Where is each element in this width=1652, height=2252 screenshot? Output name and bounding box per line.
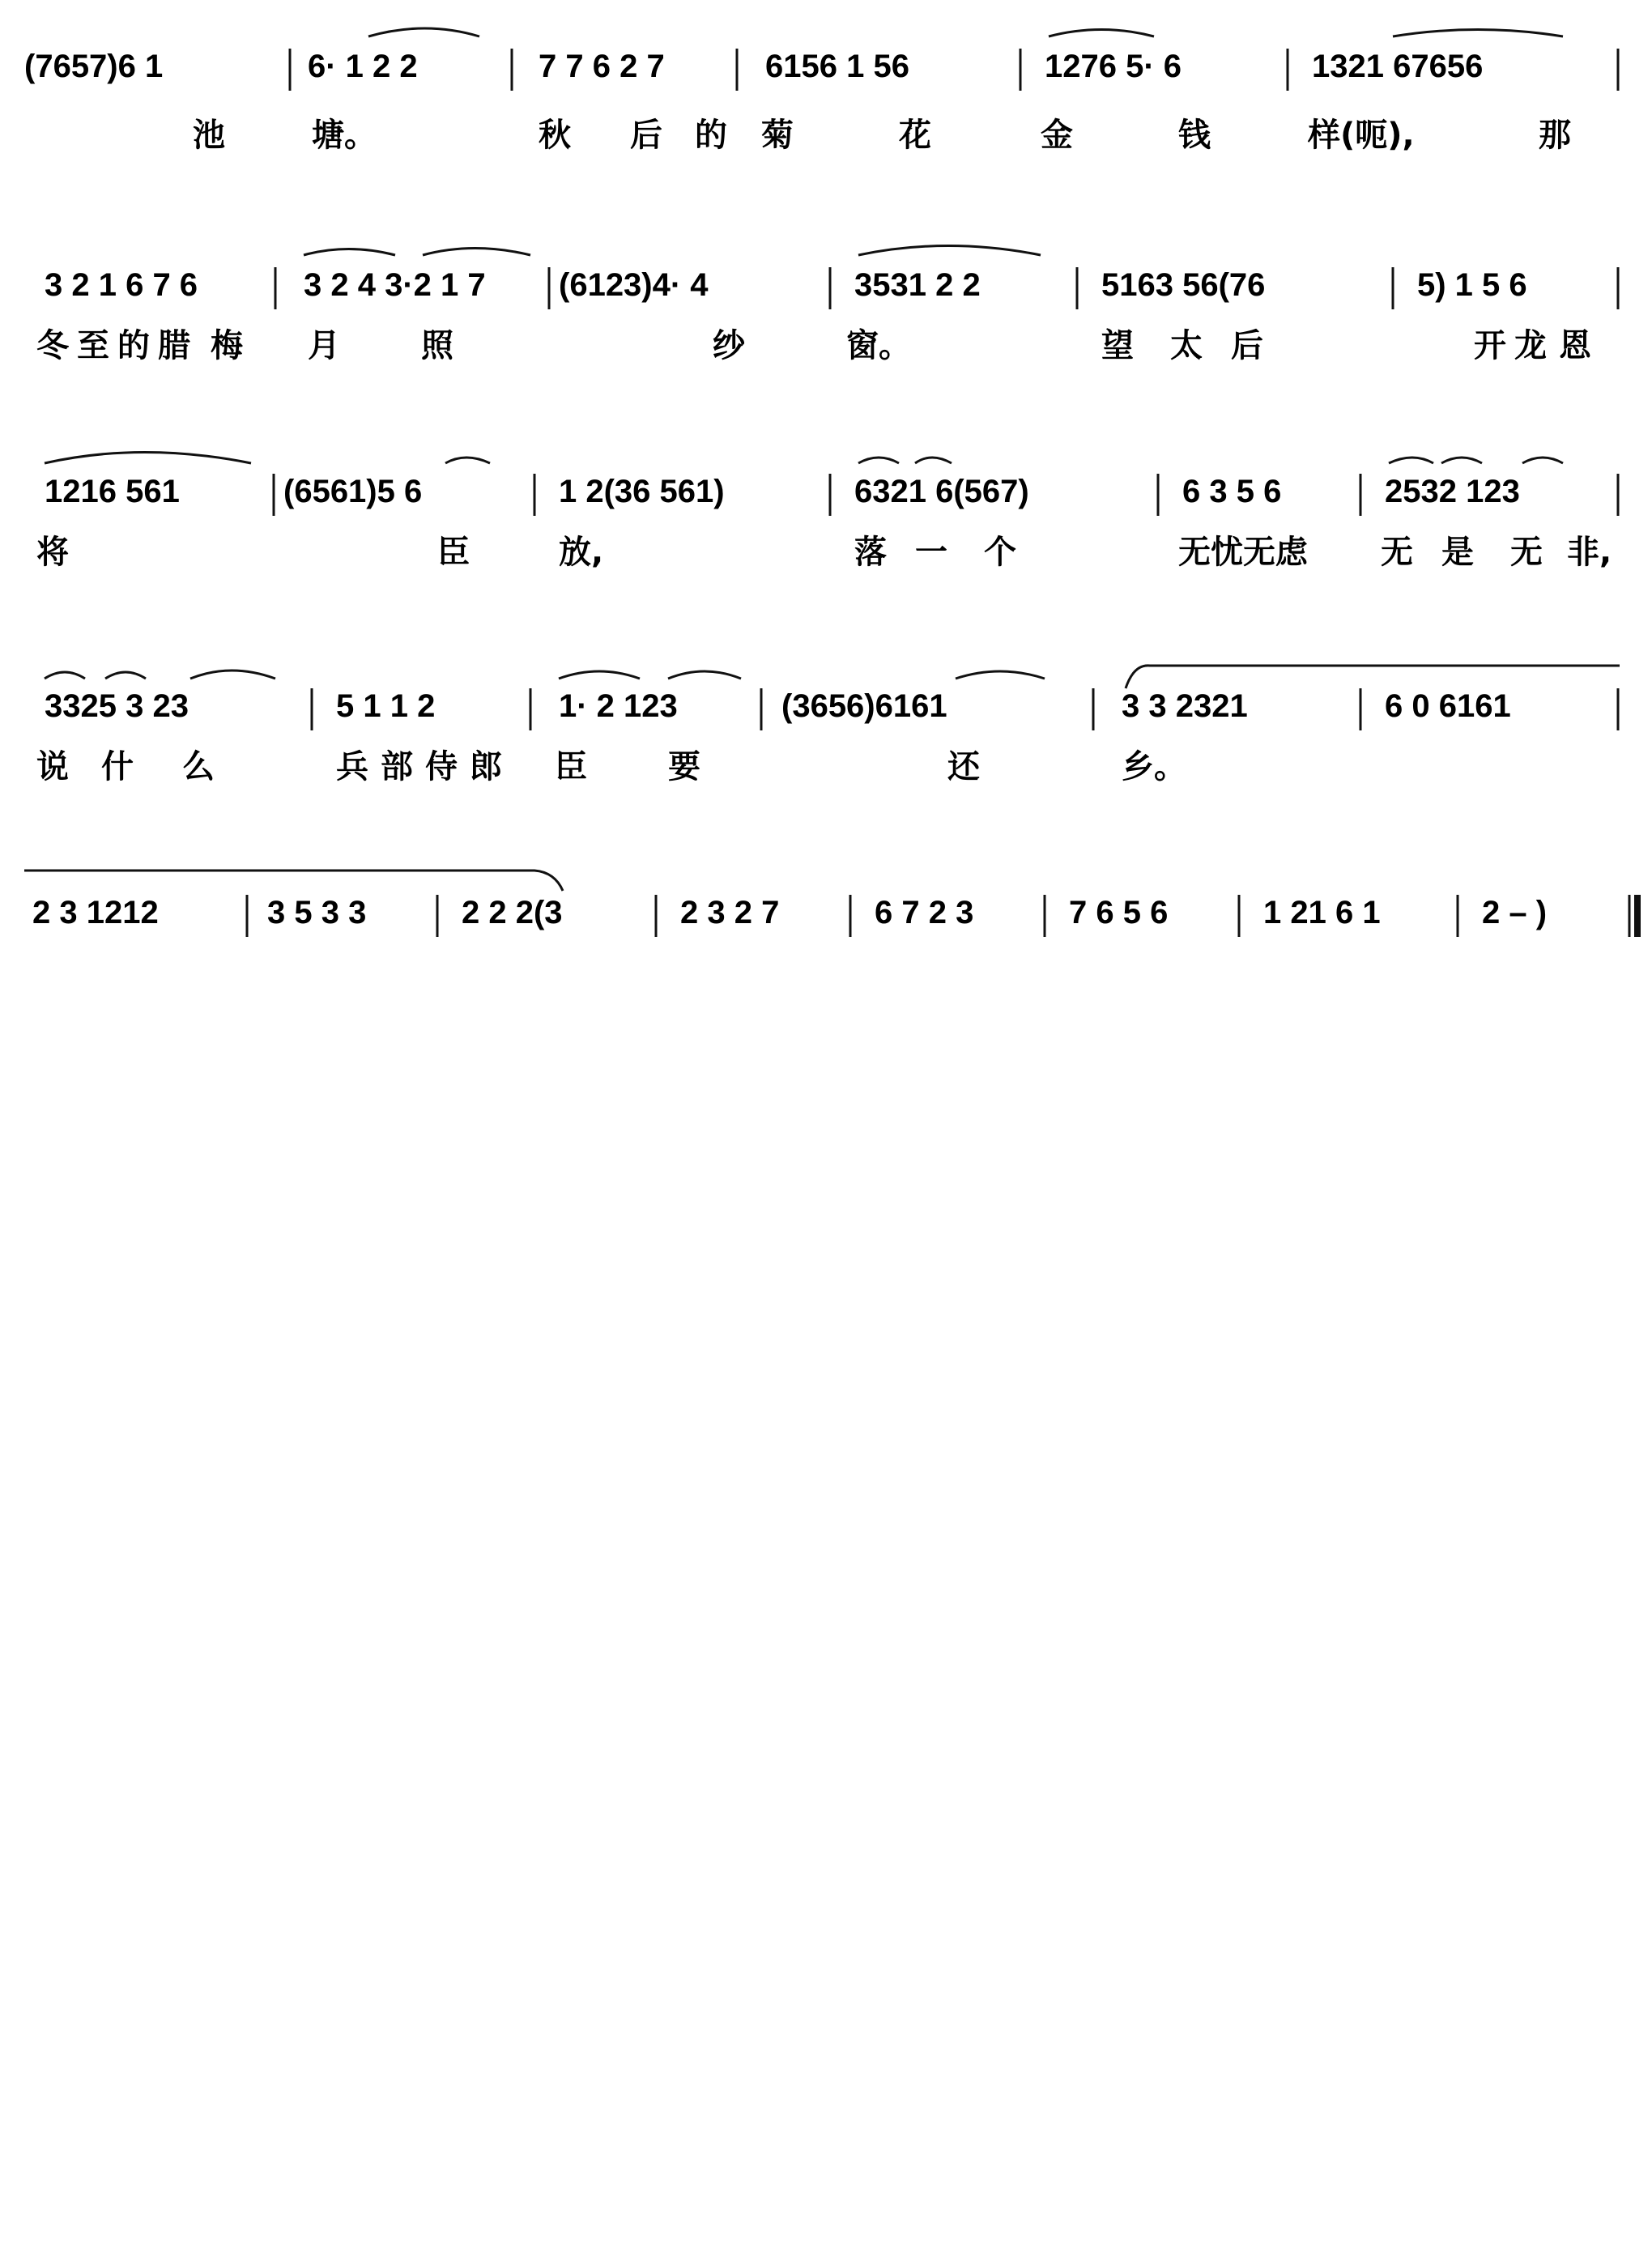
lyric: 部 <box>381 748 413 785</box>
lyric: 塘。 <box>312 117 377 154</box>
lyric: 至 <box>77 327 109 364</box>
lyric: 恩 <box>1559 327 1591 364</box>
lyric: 一 <box>915 534 947 571</box>
lyric: 太 <box>1170 327 1203 364</box>
measure-20-notes: 5 1 1 2 <box>336 688 436 724</box>
lyric: 放, <box>559 534 604 571</box>
system-1-lyrics <box>193 117 1571 154</box>
lyric: 郎 <box>470 748 502 785</box>
lyric: 落 <box>854 534 887 571</box>
system-1 <box>24 28 1618 154</box>
measure-10-notes: 3531 2 2 <box>854 267 981 303</box>
final-barline <box>1634 895 1641 937</box>
measure-3-notes: 7 7 6 2 7 <box>539 49 665 84</box>
measure-6-notes: 1321 67656 <box>1312 49 1484 84</box>
measure-27-notes: 2 2 2(3 <box>462 895 563 930</box>
lyric: 开 <box>1474 327 1506 364</box>
lyric: 是 <box>1441 534 1474 571</box>
measure-8-notes: 3 2 4 3·2 1 7 <box>304 267 486 303</box>
lyric: 个 <box>984 534 1016 571</box>
system-1-slurs <box>368 28 1563 36</box>
lyric: 侍 <box>425 748 458 785</box>
measure-30-notes: 7 6 5 6 <box>1069 895 1169 930</box>
measure-5-notes: 1276 5· 6 <box>1045 49 1182 84</box>
lyric: 臣 <box>437 534 470 571</box>
measure-17-notes: 6 3 5 6 <box>1182 474 1282 509</box>
lyric: 菊 <box>761 117 794 154</box>
lyric: 还 <box>947 748 980 785</box>
measure-11-notes: 5163 56(76 <box>1101 267 1266 303</box>
lyric: 什 <box>101 748 134 785</box>
lyric: 的 <box>117 327 150 364</box>
system-2-notes <box>45 267 1527 303</box>
measure-7-notes: 3 2 1 6 7 6 <box>45 267 198 303</box>
lyric: 月 <box>308 327 340 364</box>
measure-26-notes: 3 5 3 3 <box>267 895 367 930</box>
system-2-lyrics <box>36 327 1592 364</box>
lyric: 臣 <box>555 748 587 785</box>
lyric: 望 <box>1101 327 1134 364</box>
measure-19-notes: 3325 3 23 <box>45 688 189 724</box>
system-1-notes <box>24 49 1483 84</box>
system-5-slurs <box>24 871 563 891</box>
measure-12-notes: 5) 1 5 6 <box>1417 267 1527 303</box>
lyric: 样(呃), <box>1308 117 1415 154</box>
system-2 <box>36 246 1618 365</box>
lyric: 乡。 <box>1122 748 1186 785</box>
system-3-lyrics <box>36 534 1612 571</box>
lyric: 冬 <box>36 327 69 364</box>
lyric: 无 <box>1510 534 1543 571</box>
lyric: 窗。 <box>846 327 911 364</box>
lyric: 花 <box>899 117 931 154</box>
lyric: 纱 <box>713 327 745 364</box>
lyric: 龙 <box>1514 327 1547 364</box>
measure-15-notes: 1 2(36 561) <box>559 474 725 509</box>
lyric: 无忧无虑 <box>1178 534 1308 571</box>
lyric: 梅 <box>211 327 243 364</box>
system-3-slurs <box>45 453 1563 464</box>
system-5 <box>24 871 1641 937</box>
lyric: 照 <box>421 327 453 364</box>
lyric: 么 <box>182 748 215 785</box>
lyric: 要 <box>668 748 700 785</box>
measure-4-notes: 6156 1 56 <box>765 49 909 84</box>
measure-13-notes: 1216 561 <box>45 474 180 509</box>
system-5-notes <box>32 895 1547 930</box>
system-4-notes <box>45 688 1511 724</box>
measure-21-notes: 1· 2 123 <box>559 688 678 724</box>
lyric: 钱 <box>1178 117 1211 154</box>
lyric: 将 <box>36 534 69 571</box>
system-3-notes <box>45 474 1520 509</box>
measure-22-notes: (3656)6161 <box>781 688 947 724</box>
measure-2-notes: 6· 1 2 2 <box>308 49 418 84</box>
lyric: 的 <box>695 117 727 154</box>
system-4 <box>36 666 1620 785</box>
system-3 <box>36 453 1618 572</box>
lyric: 说 <box>36 748 69 785</box>
measure-16-notes: 6321 6(567) <box>854 474 1029 509</box>
measure-32-notes: 2 – ) <box>1482 895 1548 930</box>
lyric: 秋 <box>539 117 571 154</box>
lyric: 池 <box>193 117 225 154</box>
measure-31-notes: 1 21 6 1 <box>1263 895 1381 930</box>
measure-29-notes: 6 7 2 3 <box>875 895 974 930</box>
lyric: 非, <box>1567 534 1612 571</box>
system-2-slurs <box>304 246 1041 256</box>
lyric: 兵 <box>336 748 368 785</box>
lyric: 那 <box>1539 117 1571 154</box>
lyric: 金 <box>1041 117 1073 154</box>
measure-25-notes: 2 3 1212 <box>32 895 159 930</box>
measure-14-notes: (6561)5 6 <box>283 474 423 509</box>
measure-9-notes: (6123)4· 4 <box>559 267 709 303</box>
measure-24-notes: 6 0 6161 <box>1385 688 1511 724</box>
lyric: 腊 <box>158 327 190 364</box>
lyric: 后 <box>630 117 662 154</box>
measure-23-notes: 3 3 2321 <box>1122 688 1248 724</box>
measure-18-notes: 2532 123 <box>1385 474 1520 509</box>
measure-28-notes: 2 3 2 7 <box>680 895 780 930</box>
system-4-slurs <box>45 666 1620 688</box>
system-4-lyrics <box>36 748 1186 785</box>
measure-1-notes: (7657)6 1 <box>24 49 164 84</box>
lyric: 无 <box>1381 534 1413 571</box>
lyric: 后 <box>1231 327 1263 364</box>
